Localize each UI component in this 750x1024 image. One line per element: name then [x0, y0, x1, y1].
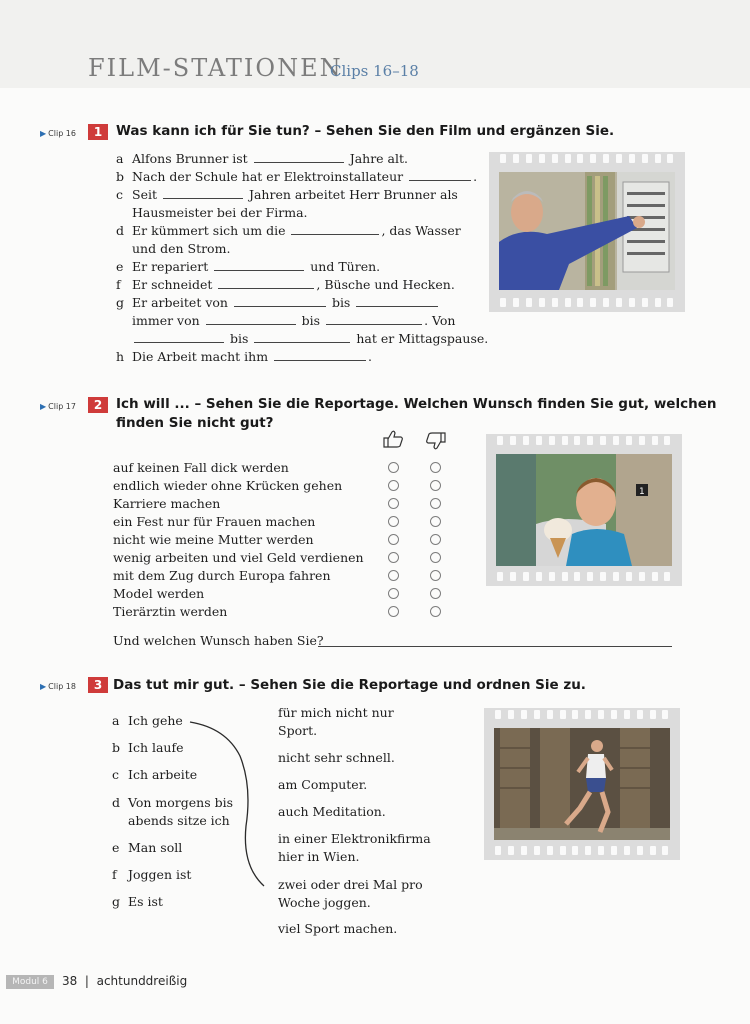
left-item-a[interactable]: a Ich gehe — [112, 713, 183, 728]
radio-good[interactable] — [388, 534, 399, 545]
exercise-3-number: 3 — [88, 677, 108, 693]
exercise-1-number: 1 — [88, 124, 108, 140]
left-item-b[interactable]: b Ich laufe — [112, 740, 184, 755]
radio-bad[interactable] — [430, 462, 441, 473]
right-item-2[interactable]: nicht sehr schnell. — [278, 750, 395, 765]
radio-bad[interactable] — [430, 570, 441, 581]
clip-16-label[interactable]: ▶ Clip 16 — [40, 129, 76, 138]
radio-good[interactable] — [388, 588, 399, 599]
list-item: endlich wieder ohne Krücken gehen — [113, 478, 343, 493]
blank-field[interactable] — [274, 359, 366, 361]
item-g: g Er arbeitet von bis — [116, 294, 488, 312]
page-number: 38 | achtunddreißig — [62, 974, 188, 988]
list-item: auf keinen Fall dick werden — [113, 460, 289, 475]
right-item-5[interactable]: in einer Elektronikfirma — [278, 831, 431, 846]
list-item: Model werden — [113, 586, 205, 601]
wish-list — [113, 459, 364, 621]
blank-field[interactable] — [134, 341, 224, 343]
right-item-5-cont: hier in Wien. — [278, 849, 360, 864]
left-item-f[interactable]: f Joggen ist — [112, 867, 192, 882]
left-item-e[interactable]: e Man soll — [112, 840, 183, 855]
exercise-3-heading: Das tut mir gut. – Sehen Sie die Reportage und ordnen Sie zu. — [113, 677, 586, 693]
page-title: FILM-STATIONEN — [88, 54, 343, 82]
blank-field[interactable] — [254, 161, 344, 163]
blank-field[interactable] — [291, 233, 379, 235]
item-b: b Nach der Schule hat er Elektroinstallateur . — [116, 169, 478, 184]
clip-18-label[interactable]: ▶ Clip 18 — [40, 682, 76, 691]
radio-good[interactable] — [388, 498, 399, 509]
list-item: Karriere machen — [113, 496, 221, 511]
blank-field[interactable] — [326, 323, 422, 325]
item-g-cont: immer von bis . Von — [132, 313, 456, 328]
photo-technician — [499, 172, 675, 290]
radio-good[interactable] — [388, 606, 399, 617]
thumbs-down-icon — [425, 432, 447, 454]
film-strip-photo-2 — [486, 434, 682, 586]
left-item-c[interactable]: c Ich arbeite — [112, 767, 198, 782]
exercise-2-number: 2 — [88, 397, 108, 413]
right-item-6-cont: Woche joggen. — [278, 895, 371, 910]
radio-bad[interactable] — [430, 498, 441, 509]
radio-bad[interactable] — [430, 588, 441, 599]
right-item-4[interactable]: auch Meditation. — [278, 804, 386, 819]
right-item-3[interactable]: am Computer. — [278, 777, 368, 792]
blank-field[interactable] — [218, 287, 314, 289]
item-g-cont2: bis hat er Mittagspause. — [116, 330, 488, 348]
matching-example-line — [186, 716, 270, 892]
radio-bad[interactable] — [430, 480, 441, 491]
own-wish-answer-line[interactable] — [318, 646, 672, 647]
blank-field[interactable] — [356, 305, 438, 307]
film-strip-photo-1 — [489, 152, 685, 312]
list-item: nicht wie meine Mutter werden — [113, 532, 314, 547]
play-icon: ▶ — [40, 682, 47, 691]
film-strip-photo-3 — [484, 708, 680, 860]
blank-field[interactable] — [214, 269, 304, 271]
photo-boy-ice-cream — [496, 454, 672, 566]
radio-good[interactable] — [388, 462, 399, 473]
blank-field[interactable] — [254, 341, 350, 343]
blank-field[interactable] — [206, 323, 296, 325]
photo-jogger — [494, 728, 670, 840]
radio-bad[interactable] — [430, 552, 441, 563]
blank-field[interactable] — [409, 179, 471, 181]
exercise-2-heading-line-2: finden Sie nicht gut? — [116, 415, 274, 431]
play-icon: ▶ — [40, 129, 47, 138]
radio-bad[interactable] — [430, 534, 441, 545]
exercise-1-heading: Was kann ich für Sie tun? – Sehen Sie den Film und ergänzen Sie. — [116, 123, 615, 139]
radio-good[interactable] — [388, 570, 399, 581]
item-d-cont: und den Strom. — [132, 241, 231, 256]
exercise-2-heading-line-1: Ich will ... – Sehen Sie die Reportage. Welchen Wunsch finden Sie gut, welchen — [116, 396, 717, 412]
blank-field[interactable] — [234, 305, 326, 307]
play-icon: ▶ — [40, 402, 47, 411]
page-subtitle: Clips 16–18 — [330, 62, 419, 80]
list-item: wenig arbeiten und viel Geld verdienen — [113, 550, 364, 565]
radio-good[interactable] — [388, 480, 399, 491]
list-item: Tierärztin werden — [113, 604, 228, 619]
right-item-7[interactable]: viel Sport machen. — [278, 921, 398, 936]
clip-17-label[interactable]: ▶ Clip 17 — [40, 402, 76, 411]
right-item-6[interactable]: zwei oder drei Mal pro — [278, 877, 423, 892]
radio-bad[interactable] — [430, 516, 441, 527]
item-e: e Er repariert und Türen. — [116, 259, 381, 274]
radio-good[interactable] — [388, 516, 399, 527]
radio-good[interactable] — [388, 552, 399, 563]
svg-text:1: 1 — [639, 487, 645, 497]
item-c: c Seit Jahren arbeitet Herr Brunner als — [116, 187, 458, 202]
item-h: h Die Arbeit macht ihm . — [116, 349, 373, 364]
list-item: ein Fest nur für Frauen machen — [113, 514, 316, 529]
item-d: d Er kümmert sich um die , das Wasser — [116, 223, 461, 238]
left-item-g[interactable]: g Es ist — [112, 894, 163, 909]
list-item: mit dem Zug durch Europa fahren — [113, 568, 331, 583]
item-c-cont: Hausmeister bei der Firma. — [132, 205, 308, 220]
item-a: a Alfons Brunner ist Jahre alt. — [116, 151, 408, 166]
right-item-1[interactable]: für mich nicht nur — [278, 705, 394, 720]
left-item-d-cont: abends sitze ich — [128, 813, 230, 828]
item-f: f Er schneidet , Büsche und Hecken. — [116, 277, 455, 292]
blank-field[interactable] — [163, 197, 243, 199]
radio-bad[interactable] — [430, 606, 441, 617]
exercise-1-items — [116, 150, 488, 366]
own-wish-question: Und welchen Wunsch haben Sie? — [113, 633, 324, 648]
thumbs-up-icon — [382, 430, 404, 452]
left-item-d[interactable]: d Von morgens bis — [112, 795, 234, 810]
right-item-1-cont: Sport. — [278, 723, 318, 738]
module-badge: Modul 6 — [6, 975, 54, 989]
